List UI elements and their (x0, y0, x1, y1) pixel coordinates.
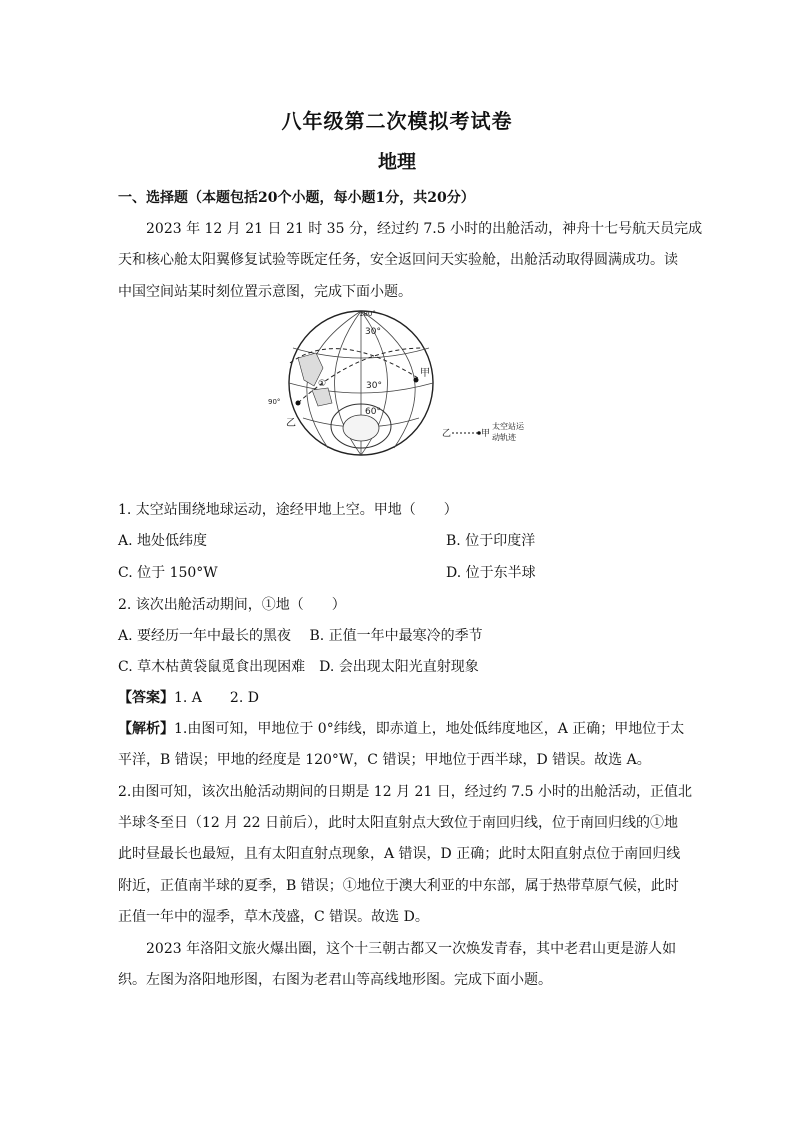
analysis-text-1: 1.由图可知，甲地位于 0°纬线，即赤道上，地处低纬度地区，A 正确；甲地位于太 (174, 721, 685, 737)
q1-option-c: C. 位于 150°W (118, 565, 218, 581)
label-lat30-top: 30° (365, 327, 381, 337)
passage1-line-3: 中国空间站某时刻位置示意图，完成下面小题。 (118, 284, 412, 300)
q1-option-b: B. 位于印度洋 (446, 533, 536, 549)
q2-stem: 2. 该次出舱活动期间，①地（ ） (118, 597, 346, 613)
analysis-line-2: 平洋，B 错误；甲地的经度是 120°W，C 错误；甲地位于西半球，D 错误。故选 A。 (118, 752, 651, 768)
label-lat60: 60° (365, 407, 381, 417)
section-heading: 一、选择题（本题包括20个小题，每小题1分，共20分） (118, 190, 475, 206)
legend-text-1: 太空站运 (492, 422, 524, 431)
label-point1: ① (318, 379, 327, 389)
analysis-line-3: 2.由图可知，该次出舱活动期间的日期是 12 月 21 日，经过约 7.5 小时的出舱活动，正值北 (118, 784, 692, 800)
analysis-line-4: 半球冬至日（12 月 22 日前后），此时太阳直射点大致位于南回归线，位于南回归线的①地 (118, 815, 678, 831)
analysis-line-1 (118, 718, 684, 738)
label-yi: 乙 (286, 418, 296, 429)
q1-stem: 1. 太空站围绕地球运动，途经甲地上空。甲地（ ） (118, 502, 458, 518)
passage2-line-1: 2023 年洛阳文旅火爆出圈，这个十三朝古都又一次焕发青春，其中老君山更是游人如 (146, 941, 677, 957)
globe-figure (268, 308, 530, 458)
passage2-line-2: 织。左图为洛阳地形图，右图为老君山等高线地形图。完成下面小题。 (118, 972, 552, 988)
answer-label: 【答案】 (118, 690, 174, 706)
label-lat30-mid: 30° (366, 381, 382, 391)
answer-text: 1. A 2. D (174, 690, 259, 706)
legend-text-2: 动轨迹 (492, 433, 516, 442)
space-station-map (268, 308, 530, 458)
analysis-label: 【解析】 (118, 721, 174, 737)
passage1-line-1: 2023 年 12 月 21 日 21 时 35 分，经过约 7.5 小时的出舱活动，神舟十七号航天员完成 (146, 221, 703, 237)
q1-option-d: D. 位于东半球 (446, 565, 536, 581)
subject-title: 地理 (377, 151, 416, 173)
analysis-line-5: 此时昼最长也最短，且有太阳直射点现象，A 错误，D 正确；此时太阳直射点位于南回归线 (118, 846, 681, 862)
q2-options-ab: A. 要经历一年中最长的黑夜 B. 正值一年中最寒冷的季节 (118, 628, 483, 644)
label-lon180: 180° (359, 310, 376, 318)
analysis-line-6: 附近，正值南半球的夏季，B 错误；①地位于澳大利亚的中东部，属于热带草原气候，此时 (118, 878, 679, 894)
label-lon90: 90° (268, 398, 281, 406)
q2-options-cd: C. 草木枯黄袋鼠觅食出现困难 D. 会出现太阳光直射现象 (118, 659, 479, 675)
answer-row (118, 687, 259, 707)
analysis-line-7: 正值一年中的湿季，草木茂盛，C 错误。故选 D。 (118, 909, 429, 925)
legend-to: 甲 (481, 429, 491, 439)
q1-option-a: A. 地处低纬度 (118, 533, 208, 549)
label-jia: 甲 (420, 368, 430, 379)
page-title: 八年级第二次模拟考试卷 (281, 109, 513, 133)
passage1-line-2: 天和核心舱太阳翼修复试验等既定任务，安全返回问天实验舱，出舱活动取得圆满成功。读 (118, 252, 678, 268)
legend-from: 乙 (442, 429, 452, 439)
